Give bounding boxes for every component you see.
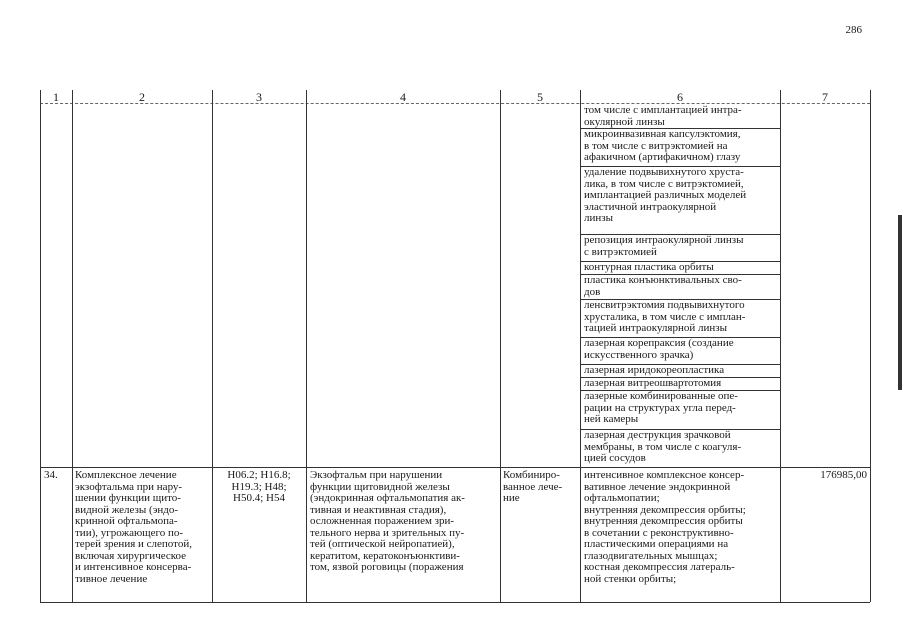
procedure-item: лазерные комбинированные опе- рации на структурах угла перед- ней камеры	[584, 390, 738, 425]
procedure-item: лазерная иридокореопластика	[584, 364, 725, 376]
procedure-item: лазерная корепраксия (создание искусственного зрачка)	[584, 337, 734, 361]
procedure-item: лазерная витреошвартотомия	[584, 377, 722, 389]
header-col-4: 4	[400, 90, 406, 104]
table-border-bottom	[40, 602, 870, 603]
procedure-item: удаление подвывихнутого хруста- лика, в том числе с витрэктомией, имплантацией различных моделей эластичной интраокулярной линзы	[584, 166, 747, 224]
column-divider	[306, 90, 307, 602]
column-divider	[72, 90, 73, 602]
treatment-type: Комбиниро- ванное лече- ние	[503, 469, 563, 504]
price: 176985,00	[820, 469, 867, 481]
table-border-right	[870, 90, 871, 602]
procedure-item: том числе с имплантацией интра- окулярной линзы	[584, 104, 742, 128]
header-divider	[40, 103, 870, 104]
header-col-1: 1	[53, 90, 59, 104]
patient-model: Экзофтальм при нарушении функции щитовидной железы (эндокринная офтальмопатия ак- тивная и неактивная стадия), осложненная поражением зри- тельного нерва и зрительных пу- тей (оптической нейропатией), кератитом, кератоконъюнктиви- том, язвой роговицы (поражения	[310, 469, 465, 573]
procedure-item: ленсвитрэктомия подвывихнутого хрусталика, в том числе с имплан- тацией интраокулярной линзы	[584, 299, 746, 334]
procedure-item: пластика конъюнктивальных сво- дов	[584, 274, 742, 298]
page-edge-mark	[898, 215, 902, 390]
diagnosis-codes: H06.2; H16.8; H19.3; H48; H50.4; H54	[227, 469, 291, 504]
procedure-item: контурная пластика орбиты	[584, 261, 714, 273]
page-number: 286	[845, 24, 862, 36]
column-divider	[500, 90, 501, 602]
table-border-left	[40, 90, 41, 602]
procedure-item: микроинвазивная капсулэктомия, в том числе с витрэктомией на афакичном (артифакичном) глазу	[584, 128, 741, 163]
header-col-7: 7	[822, 90, 828, 104]
treatment-method: интенсивное комплексное консер- вативное лечение эндокринной офтальмопатии; внутренняя декомпрессия орбиты; внутренняя декомпрессия орбиты в сочетании с реконструктивно- пластическими операциями на глазодвигательных мышцах; костная декомпрессия латераль- ной стенки орбиты;	[584, 469, 746, 585]
header-col-2: 2	[139, 90, 145, 104]
row-divider	[40, 467, 870, 468]
row-number: 34.	[44, 469, 58, 481]
procedure-item: репозиция интраокулярной линзы с витрэктомией	[584, 234, 744, 258]
column-divider	[212, 90, 213, 602]
header-col-3: 3	[256, 90, 262, 104]
header-col-6: 6	[677, 90, 683, 104]
column-divider	[780, 90, 781, 602]
condition-name: Комплексное лечение экзофтальма при нару- шении функции щито- видной железы (эндо- кринной офтальмопа- тии), угрожающего по- терей зрения и слепотой, включая хирургическое и интенсивное консерва- тивное лечение	[75, 469, 192, 585]
procedure-item: лазерная деструкция зрачковой мембраны, в том числе с коагуля- цией сосудов	[584, 429, 742, 464]
header-col-5: 5	[537, 90, 543, 104]
